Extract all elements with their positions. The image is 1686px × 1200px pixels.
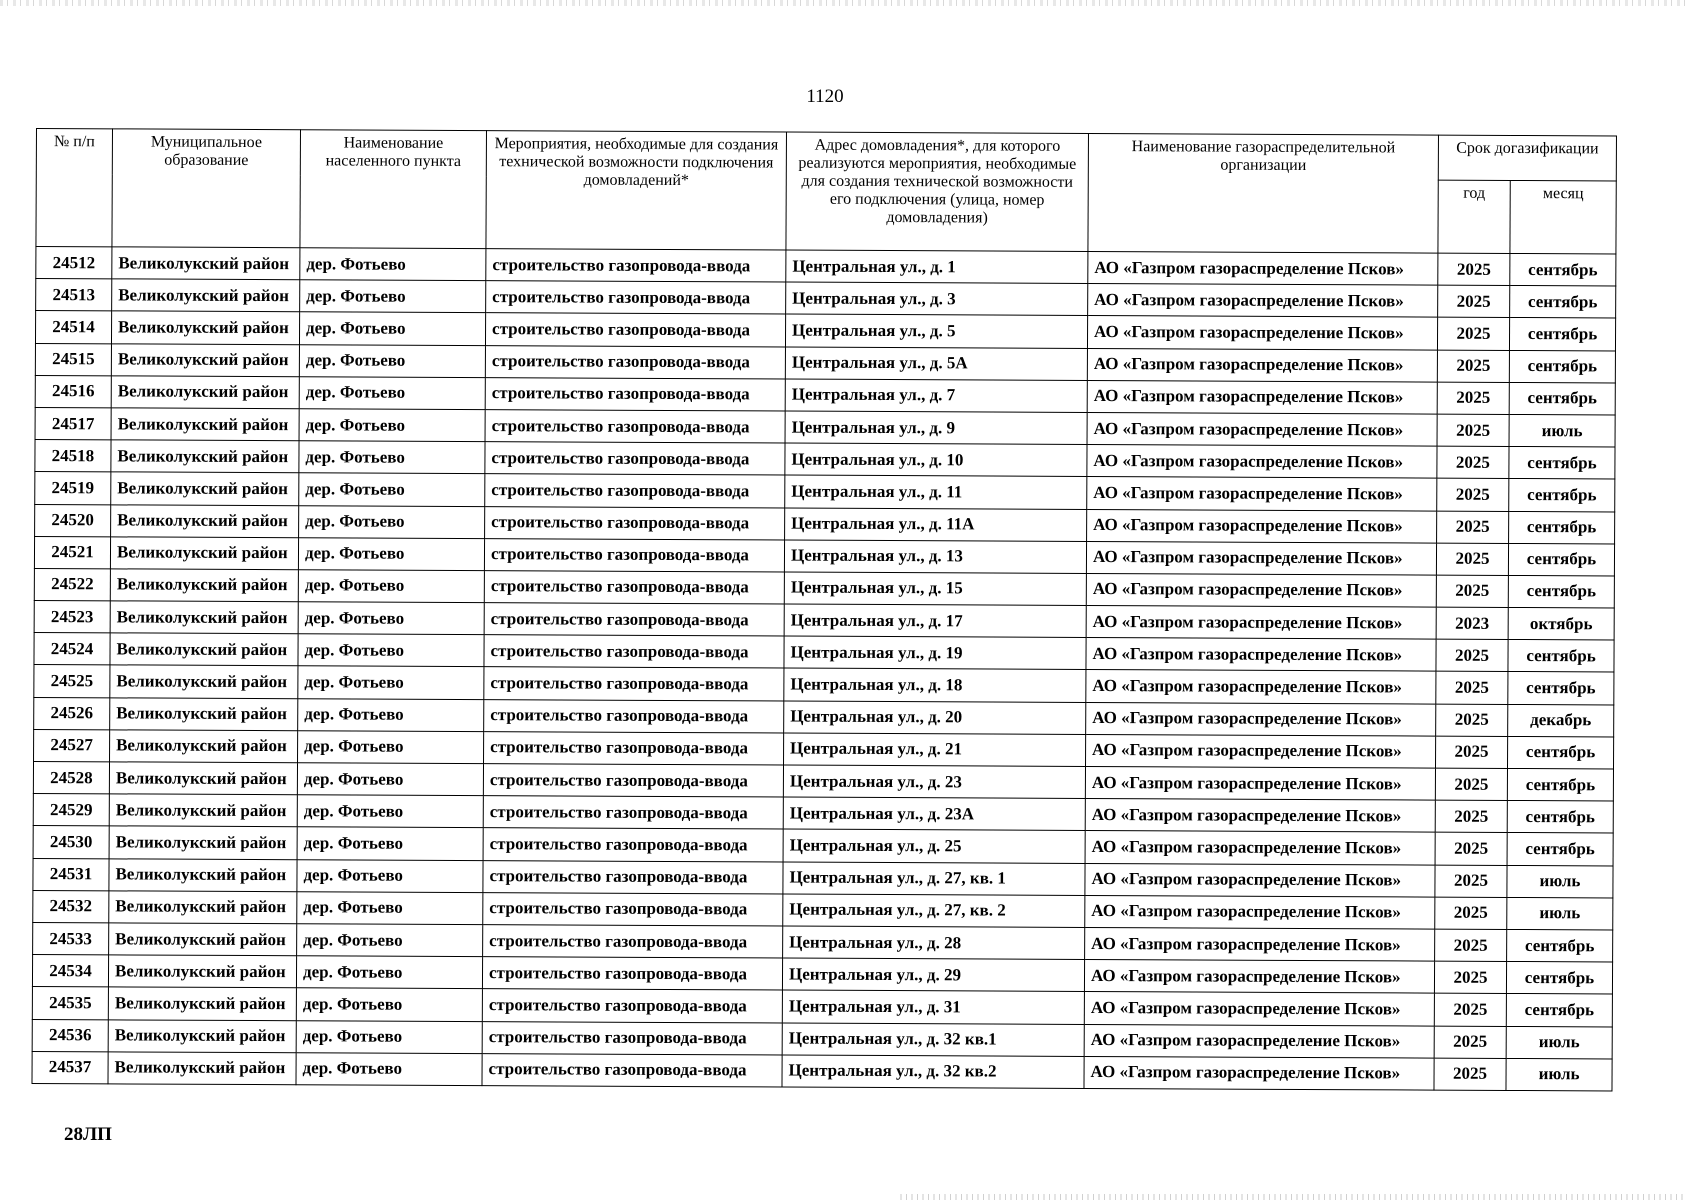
cell-district: Великолукский район <box>111 343 299 376</box>
cell-action: строительство газопровода-ввода <box>483 828 783 862</box>
cell-num: 24512 <box>36 247 112 280</box>
cell-district: Великолукский район <box>112 279 300 312</box>
cell-settlement: дер. Фотьево <box>296 956 482 989</box>
scan-edge-top <box>0 0 1686 6</box>
cell-month: июль <box>1506 1058 1612 1091</box>
cell-num: 24536 <box>32 1019 108 1052</box>
cell-organization: АО «Газпром газораспределение Псков» <box>1085 766 1435 800</box>
cell-action: строительство газопровода-ввода <box>483 892 783 926</box>
cell-organization: АО «Газпром газораспределение Псков» <box>1085 895 1435 929</box>
cell-year: 2025 <box>1437 446 1509 479</box>
cell-district: Великолукский район <box>110 697 298 730</box>
cell-settlement: дер. Фотьево <box>296 988 482 1021</box>
cell-num: 24532 <box>33 890 109 923</box>
cell-district: Великолукский район <box>109 762 297 795</box>
cell-address: Центральная ул., д. 3 <box>786 282 1088 316</box>
cell-action: строительство газопровода-ввода <box>483 860 783 894</box>
cell-settlement: дер. Фотьево <box>298 602 484 635</box>
cell-action: строительство газопровода-ввода <box>484 570 784 604</box>
cell-num: 24524 <box>34 633 110 666</box>
cell-organization: АО «Газпром газораспределение Псков» <box>1087 477 1437 511</box>
cell-district: Великолукский район <box>111 472 299 505</box>
header-num: № п/п <box>36 129 113 247</box>
cell-settlement: дер. Фотьево <box>297 827 483 860</box>
header-municipality: Муниципальное образование <box>112 129 301 248</box>
cell-month: сентябрь <box>1509 318 1615 351</box>
cell-num: 24535 <box>32 987 108 1020</box>
cell-settlement: дер. Фотьево <box>299 344 485 377</box>
cell-address: Центральная ул., д. 18 <box>784 668 1086 702</box>
cell-num: 24514 <box>35 311 111 344</box>
cell-address: Центральная ул., д. 27, кв. 1 <box>783 862 1085 896</box>
cell-month: сентябрь <box>1507 833 1613 866</box>
cell-district: Великолукский район <box>111 504 299 537</box>
cell-year: 2025 <box>1438 253 1510 286</box>
cell-action: строительство газопровода-ввода <box>485 313 785 347</box>
cell-address: Центральная ул., д. 25 <box>783 829 1085 863</box>
cell-settlement: дер. Фотьево <box>300 280 486 313</box>
cell-month: сентябрь <box>1508 672 1614 705</box>
cell-address: Центральная ул., д. 9 <box>785 411 1087 445</box>
cell-action: строительство газопровода-ввода <box>485 345 785 379</box>
cell-organization: АО «Газпром газораспределение Псков» <box>1084 1056 1434 1090</box>
cell-year: 2025 <box>1434 961 1506 994</box>
cell-month: июль <box>1507 897 1613 930</box>
table-body <box>32 247 1616 1091</box>
cell-year: 2025 <box>1436 575 1508 608</box>
cell-settlement: дер. Фотьево <box>299 409 485 442</box>
cell-num: 24517 <box>35 407 111 440</box>
cell-action: строительство газопровода-ввода <box>484 667 784 701</box>
cell-month: сентябрь <box>1507 768 1613 801</box>
cell-action: строительство газопровода-ввода <box>486 249 786 283</box>
cell-district: Великолукский район <box>111 440 299 473</box>
cell-district: Великолукский район <box>111 311 299 344</box>
cell-organization: АО «Газпром газораспределение Псков» <box>1088 251 1438 285</box>
cell-organization: АО «Газпром газораспределение Псков» <box>1087 445 1437 479</box>
cell-action: строительство газопровода-ввода <box>482 989 782 1023</box>
cell-district: Великолукский район <box>108 1019 296 1052</box>
cell-action: строительство газопровода-ввода <box>484 699 784 733</box>
cell-year: 2025 <box>1436 672 1508 705</box>
cell-month: июль <box>1509 414 1615 447</box>
cell-district: Великолукский район <box>109 891 297 924</box>
cell-settlement: дер. Фотьево <box>299 441 485 474</box>
cell-month: сентябрь <box>1509 447 1615 480</box>
cell-year: 2025 <box>1437 478 1509 511</box>
cell-year: 2025 <box>1438 285 1510 318</box>
cell-organization: АО «Газпром газораспределение Псков» <box>1084 960 1434 994</box>
cell-settlement: дер. Фотьево <box>297 763 483 796</box>
cell-num: 24516 <box>35 375 111 408</box>
cell-month: октябрь <box>1508 608 1614 641</box>
cell-settlement: дер. Фотьево <box>298 570 484 603</box>
cell-organization: АО «Газпром газораспределение Псков» <box>1086 606 1436 640</box>
cell-month: сентябрь <box>1509 479 1615 512</box>
cell-month: сентябрь <box>1509 350 1615 383</box>
cell-organization: АО «Газпром газораспределение Псков» <box>1087 380 1437 414</box>
cell-month: июль <box>1507 865 1613 898</box>
cell-district: Великолукский район <box>111 376 299 409</box>
cell-settlement: дер. Фотьево <box>297 924 483 957</box>
cell-district: Великолукский район <box>108 955 296 988</box>
cell-organization: АО «Газпром газораспределение Псков» <box>1086 734 1436 768</box>
header-address: Адрес домовладения*, для которого реализуются мероприятия, необходимые для создания технической возможности его подключения (улица, номер домовладения) <box>786 132 1089 251</box>
cell-settlement: дер. Фотьево <box>299 312 485 345</box>
page-number: 1120 <box>806 86 844 107</box>
cell-year: 2025 <box>1437 382 1509 415</box>
cell-num: 24519 <box>35 472 111 505</box>
cell-year: 2025 <box>1435 736 1507 769</box>
cell-address: Центральная ул., д. 17 <box>784 604 1086 638</box>
cell-month: сентябрь <box>1509 382 1615 415</box>
cell-settlement: дер. Фотьево <box>298 537 484 570</box>
cell-district: Великолукский район <box>109 826 297 859</box>
header-settlement: Наименование населенного пункта <box>300 130 487 249</box>
cell-district: Великолукский район <box>108 987 296 1020</box>
cell-num: 24523 <box>34 601 110 634</box>
cell-organization: АО «Газпром газораспределение Псков» <box>1084 1024 1434 1058</box>
cell-settlement: дер. Фотьево <box>299 473 485 506</box>
cell-num: 24534 <box>32 955 108 988</box>
cell-year: 2025 <box>1434 1058 1506 1091</box>
cell-organization: АО «Газпром газораспределение Псков» <box>1085 863 1435 897</box>
cell-month: сентябрь <box>1507 736 1613 769</box>
header-month: месяц <box>1510 180 1616 253</box>
cell-address: Центральная ул., д. 11А <box>785 508 1087 542</box>
cell-district: Великолукский район <box>112 247 300 280</box>
cell-num: 24521 <box>34 536 110 569</box>
cell-action: строительство газопровода-ввода <box>485 377 785 411</box>
cell-organization: АО «Газпром газораспределение Псков» <box>1087 348 1437 382</box>
cell-year: 2025 <box>1435 897 1507 930</box>
header-deadline: Срок догазификации <box>1438 135 1616 181</box>
cell-month: сентябрь <box>1507 929 1613 962</box>
cell-district: Великолукский район <box>109 923 297 956</box>
cell-district: Великолукский район <box>110 537 298 570</box>
cell-organization: АО «Газпром газораспределение Псков» <box>1088 284 1438 318</box>
cell-address: Центральная ул., д. 23 <box>783 765 1085 799</box>
cell-address: Центральная ул., д. 21 <box>784 733 1086 767</box>
cell-month: сентябрь <box>1506 962 1612 995</box>
cell-action: строительство газопровода-ввода <box>483 925 783 959</box>
document-code: 28ЛП <box>64 1124 112 1145</box>
cell-address: Центральная ул., д. 19 <box>784 636 1086 670</box>
cell-action: строительство газопровода-ввода <box>484 731 784 765</box>
cell-num: 24525 <box>34 665 110 698</box>
cell-action: строительство газопровода-ввода <box>483 764 783 798</box>
cell-settlement: дер. Фотьево <box>298 634 484 667</box>
cell-num: 24518 <box>35 440 111 473</box>
cell-settlement: дер. Фотьево <box>297 859 483 892</box>
cell-month: сентябрь <box>1510 286 1616 319</box>
cell-organization: АО «Газпром газораспределение Псков» <box>1087 509 1437 543</box>
cell-organization: АО «Газпром газораспределение Псков» <box>1086 541 1436 575</box>
cell-year: 2023 <box>1436 607 1508 640</box>
cell-district: Великолукский район <box>110 569 298 602</box>
cell-year: 2025 <box>1434 1026 1506 1059</box>
header-measures: Мероприятия, необходимые для создания технической возможности подключения домовладений* <box>486 131 787 250</box>
cell-month: июль <box>1506 1026 1612 1059</box>
cell-year: 2025 <box>1435 865 1507 898</box>
cell-organization: АО «Газпром газораспределение Псков» <box>1084 992 1434 1026</box>
cell-num: 24527 <box>34 729 110 762</box>
cell-num: 24528 <box>33 761 109 794</box>
table-row <box>32 1051 1612 1091</box>
cell-num: 24537 <box>32 1051 108 1084</box>
cell-settlement: дер. Фотьево <box>300 248 486 281</box>
cell-year: 2025 <box>1436 543 1508 576</box>
cell-address: Центральная ул., д. 32 кв.1 <box>782 1023 1084 1057</box>
cell-month: сентябрь <box>1508 640 1614 673</box>
cell-address: Центральная ул., д. 1 <box>786 250 1088 284</box>
cell-settlement: дер. Фотьево <box>297 891 483 924</box>
cell-year: 2025 <box>1434 993 1506 1026</box>
cell-num: 24529 <box>33 794 109 827</box>
cell-year: 2025 <box>1437 414 1509 447</box>
cell-month: сентябрь <box>1506 994 1612 1027</box>
cell-num: 24515 <box>35 343 111 376</box>
cell-action: строительство газопровода-ввода <box>482 957 782 991</box>
cell-year: 2025 <box>1436 704 1508 737</box>
cell-district: Великолукский район <box>110 633 298 666</box>
cell-action: строительство газопровода-ввода <box>482 1053 782 1087</box>
cell-month: сентябрь <box>1509 511 1615 544</box>
cell-num: 24520 <box>35 504 111 537</box>
cell-settlement: дер. Фотьево <box>298 698 484 731</box>
cell-organization: АО «Газпром газораспределение Псков» <box>1085 927 1435 961</box>
cell-address: Центральная ул., д. 5А <box>785 347 1087 381</box>
cell-district: Великолукский район <box>111 408 299 441</box>
cell-organization: АО «Газпром газораспределение Псков» <box>1086 670 1436 704</box>
cell-action: строительство газопровода-ввода <box>485 506 785 540</box>
gasification-table <box>31 128 1617 1091</box>
cell-year: 2025 <box>1435 929 1507 962</box>
cell-action: строительство газопровода-ввода <box>482 1021 782 1055</box>
cell-address: Центральная ул., д. 20 <box>784 701 1086 735</box>
cell-year: 2025 <box>1437 350 1509 383</box>
cell-month: сентябрь <box>1507 801 1613 834</box>
cell-action: строительство газопровода-ввода <box>485 442 785 476</box>
cell-year: 2025 <box>1437 511 1509 544</box>
cell-num: 24526 <box>34 697 110 730</box>
cell-address: Центральная ул., д. 23А <box>783 797 1085 831</box>
cell-address: Центральная ул., д. 11 <box>785 475 1087 509</box>
cell-month: сентябрь <box>1508 575 1614 608</box>
cell-settlement: дер. Фотьево <box>298 666 484 699</box>
cell-action: строительство газопровода-ввода <box>486 281 786 315</box>
cell-month: декабрь <box>1508 704 1614 737</box>
cell-action: строительство газопровода-ввода <box>485 474 785 508</box>
cell-address: Центральная ул., д. 28 <box>783 926 1085 960</box>
cell-action: строительство газопровода-ввода <box>484 538 784 572</box>
cell-month: сентябрь <box>1510 253 1616 286</box>
cell-num: 24533 <box>33 922 109 955</box>
cell-organization: АО «Газпром газораспределение Псков» <box>1087 412 1437 446</box>
cell-year: 2025 <box>1437 317 1509 350</box>
cell-settlement: дер. Фотьево <box>298 731 484 764</box>
cell-month: сентябрь <box>1508 543 1614 576</box>
cell-address: Центральная ул., д. 31 <box>782 990 1084 1024</box>
cell-district: Великолукский район <box>110 665 298 698</box>
cell-action: строительство газопровода-ввода <box>483 796 783 830</box>
cell-organization: АО «Газпром газораспределение Псков» <box>1086 573 1436 607</box>
cell-address: Центральная ул., д. 10 <box>785 443 1087 477</box>
cell-district: Великолукский район <box>109 858 297 891</box>
cell-action: строительство газопровода-ввода <box>485 410 785 444</box>
cell-year: 2025 <box>1435 800 1507 833</box>
cell-action: строительство газопровода-ввода <box>484 603 784 637</box>
cell-district: Великолукский район <box>108 1052 296 1085</box>
cell-settlement: дер. Фотьево <box>299 376 485 409</box>
cell-settlement: дер. Фотьево <box>297 795 483 828</box>
cell-year: 2025 <box>1436 639 1508 672</box>
cell-num: 24531 <box>33 858 109 891</box>
header-year: год <box>1438 180 1510 253</box>
table-header <box>36 129 1617 254</box>
cell-settlement: дер. Фотьево <box>296 1020 482 1053</box>
cell-settlement: дер. Фотьево <box>296 1052 482 1085</box>
scan-edge-bottom <box>900 1194 1686 1200</box>
cell-organization: АО «Газпром газораспределение Псков» <box>1087 316 1437 350</box>
cell-action: строительство газопровода-ввода <box>484 635 784 669</box>
cell-num: 24530 <box>33 826 109 859</box>
cell-district: Великолукский район <box>109 794 297 827</box>
cell-address: Центральная ул., д. 13 <box>784 540 1086 574</box>
cell-district: Великолукский район <box>110 601 298 634</box>
cell-address: Центральная ул., д. 7 <box>785 379 1087 413</box>
cell-num: 24522 <box>34 568 110 601</box>
cell-organization: АО «Газпром газораспределение Псков» <box>1086 638 1436 672</box>
cell-address: Центральная ул., д. 29 <box>782 958 1084 992</box>
cell-address: Центральная ул., д. 15 <box>784 572 1086 606</box>
cell-organization: АО «Газпром газораспределение Псков» <box>1085 799 1435 833</box>
cell-address: Центральная ул., д. 32 кв.2 <box>782 1055 1084 1089</box>
cell-organization: АО «Газпром газораспределение Псков» <box>1086 702 1436 736</box>
cell-year: 2025 <box>1435 832 1507 865</box>
cell-organization: АО «Газпром газораспределение Псков» <box>1085 831 1435 865</box>
cell-year: 2025 <box>1435 768 1507 801</box>
header-organization: Наименование газораспределительной организации <box>1088 133 1439 253</box>
cell-district: Великолукский район <box>110 730 298 763</box>
cell-address: Центральная ул., д. 27, кв. 2 <box>783 894 1085 928</box>
cell-num: 24513 <box>36 279 112 312</box>
cell-settlement: дер. Фотьево <box>299 505 485 538</box>
cell-address: Центральная ул., д. 5 <box>785 314 1087 348</box>
